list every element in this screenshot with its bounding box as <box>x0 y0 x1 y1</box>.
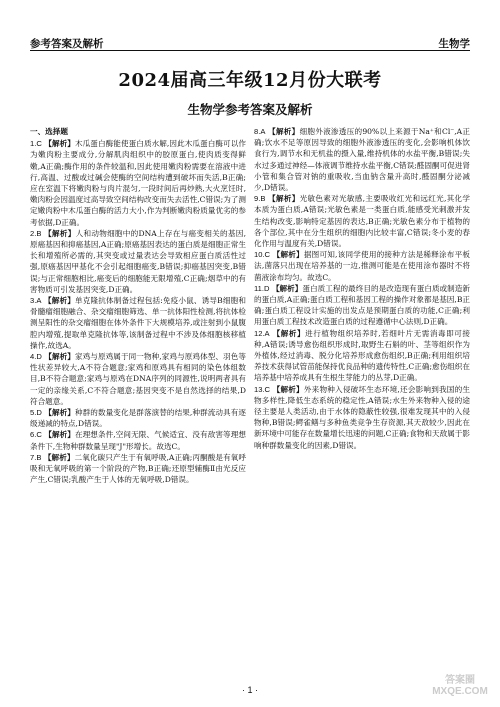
right-column <box>254 126 470 451</box>
answer-item <box>30 429 246 451</box>
answer-text: 种群的数量变化是群落演替的结果,种群流动具有逐级递减的特点,D错误。 <box>30 408 246 429</box>
answer-item <box>30 228 246 295</box>
page-number: · 1 · <box>241 685 258 695</box>
answer-item <box>254 126 470 193</box>
answer-text: 蛋白质工程的最终目的是改造现有蛋白质或制造新的蛋白质,A正确;蛋白质工程和基因工程的操作对象都是基因,B正确;蛋白质工程设计实施的出发点是预期蛋白质的功能,C正确;利用蛋白质工程技术改造蛋白质的过程遵循中心法则,D正确。 <box>254 283 471 327</box>
answer-number: 2.B <box>30 228 42 238</box>
answer-text: 单克隆抗体制备过程包括:免疫小鼠、诱导B细胞和骨髓瘤细胞融合、杂交瘤细胞筛选、单一抗体阳性检测,将抗体检测呈阳性的杂交瘤细胞在体外条件下大规模培养,或注射到小鼠腹腔内增殖,提取单克隆抗体等,该制备过程中不涉及体细胞核移植操作,故选A。 <box>30 296 247 350</box>
analysis-tag: 【解析】 <box>44 139 75 149</box>
header-right-label: 生物学 <box>438 38 470 50</box>
analysis-tag: 【解析】 <box>44 352 75 362</box>
analysis-tag: 【解析】 <box>44 228 76 238</box>
analysis-tag: 【解析】 <box>272 384 304 394</box>
answer-text: 二氧化碳只产生于有氧呼吸,A正确;丙酮酸是有氧呼吸和无氧呼吸的第一个阶段的产物,B正确;还原型辅酶Ⅱ由光反应产生,C错误;乳酸产生于人体的无氧呼吸,D错误。 <box>30 452 246 485</box>
page-header <box>30 30 470 51</box>
answer-text: 细胞外液渗透压的90%以上来源于Na⁺和Cl⁻,A正确;饮水不足等原因导致的细胞外液渗透压的变化,会影响机体饮食行为,调节水和无机盐的摄入量,维持机体的水盐平衡,B错误;失水过多通过神经—体液调节维持水盐平衡,C错误;醛固酮可促进肾小管和集合管对钠的重吸收,当血钠含量升高时,醛固酮分泌减少,D错误。 <box>254 127 471 193</box>
answer-number: 6.C <box>30 430 42 440</box>
document-title: 2024届高三年级12月份大联考 <box>118 70 382 91</box>
answer-item <box>254 249 470 283</box>
analysis-tag: 【解析】 <box>272 328 306 338</box>
answer-number: 7.B <box>30 452 42 462</box>
answer-item <box>30 295 246 351</box>
answer-number: 13.C <box>254 384 271 394</box>
answer-item <box>254 384 470 451</box>
analysis-tag: 【解析】 <box>43 296 75 306</box>
answer-item <box>254 283 470 328</box>
section-heading: 一、选择题 <box>30 127 68 136</box>
answer-item <box>254 328 470 384</box>
answer-text: 在理想条件,空间无限、气候适宜、没有敌害等理想条件下,生物种群数量呈现"J"形增长。故选C。 <box>30 430 246 451</box>
answer-text: 光敏色素对光敏感,主要吸收红光和远红光,其化学本质为蛋白质,A错误;光敏色素是一类蛋白质,能感受光刺激并发生结构改变,影响特定基因的表达,B正确;光敏色素分布于植物的各个部位,其中在分生组织的细胞内比较丰富,C错误;冬小麦的春化作用与温度有关,D错误。 <box>254 194 471 249</box>
answer-number: 11.D <box>254 283 270 293</box>
answer-number: 10.C <box>254 250 271 260</box>
analysis-tag: 【解析】 <box>268 194 300 204</box>
answer-item <box>30 407 246 429</box>
analysis-tag: 【解析】 <box>271 283 303 293</box>
answer-item <box>254 193 470 249</box>
answer-number: 9.B <box>254 194 266 204</box>
header-left-label: 参考答案及解析 <box>30 38 104 50</box>
watermark-logo: 答案圈 MXQE.COM <box>432 675 488 697</box>
document-subtitle: 生物学参考答案及解析 <box>187 102 313 117</box>
answer-number: 8.A <box>254 127 266 136</box>
analysis-tag: 【解析】 <box>44 430 75 440</box>
analysis-tag: 【解析】 <box>44 408 75 418</box>
answer-text: 人和动物细胞中的DNA上存在与癌变相关的基因,原癌基因和抑癌基因,A正确;原癌基因表达的蛋白质是细胞正常生长和增殖所必需的,其突变或过量表达会导致相应蛋白质活性过强,原癌基因甲基化不会引起细胞癌变,B错误;抑癌基因突变,B错误;与正常细胞相比,癌变后的细胞能无限增殖,C正确;烟草中的有害物质可引发基因突变,D正确。 <box>30 228 247 294</box>
answer-text: 外来物种入侵破坏生态环境,还会影响到我国的生物多样性,降低生态系统的稳定性,A错误;水生外来物种入侵的途径主要是人类活动,由于水体的隐蔽性较强,很难发现其中的入侵物种,B错误;鳄雀鳝与多种鱼类竞争生存资源,其天敌较少,因此在新环境中可能存在数量增长迅速的问题,C正确;食物和天敌属于影响种群数量变化的因素,D错误。 <box>254 384 470 450</box>
analysis-tag: 【解析】 <box>43 452 75 462</box>
answer-item <box>30 452 246 486</box>
answer-item <box>30 351 246 407</box>
answer-text: 据图可知,该同学使用的接种方法是稀释涂布平板法,菌落只出现在培养基的一边,推测可能是在使用涂布器时不将菌液涂布均匀。故选C。 <box>254 250 470 282</box>
answer-number: 12.A <box>254 328 270 338</box>
answer-number: 3.A <box>30 296 42 306</box>
left-column <box>30 126 246 486</box>
analysis-tag: 【解析】 <box>268 127 300 136</box>
answer-text: 木瓜蛋白酶能使蛋白质水解,因此木瓜蛋白酶可以作为嫩肉粉主要成分,分解肌肉组织中的胶原蛋白,使肉质变得鲜嫩,A正确;酶作用的条件较温和,因此使用嫩肉粉需要在溶液中进行,高温、过酸或过碱会使酶的空间结构遭到破坏而失活,B正确;应在室温下将嫩肉粉与肉片混匀,一段时间后再炒熟,大火烹饪时,嫩肉粉会因温度过高导致空间结构改变而失去活性,C错误;为了测定嫩肉粉中木瓜蛋白酶的活力大小,作为判断嫩肉粉质量优劣的参考依据,D正确。 <box>30 139 246 227</box>
answer-number: 4.D <box>30 352 42 362</box>
answer-number: 1.C <box>30 139 42 149</box>
answer-text: 家鸡与原鸡属于同一物种,家鸡与原鸡体型、羽色等性状差异较大,A不符合题意;家鸡和原鸡具有相同的染色体组数目,B不符合题意;家鸡与原鸡在DNA序列的同源性,说明两者具有一定的亲缘关系,C不符合题意;基因突变不是自然选择的结果,D符合题意。 <box>30 352 246 406</box>
analysis-tag: 【解析】 <box>272 250 304 260</box>
answer-item <box>30 138 246 228</box>
answer-text: 进行植物组织培养时,若细叶片无需消毒即可接种,A错误;诱导愈伤组织形成时,取野生石斛的叶、茎等组织作为外植体,经过消毒、脱分化培养形成愈伤组织,B正确;利用组织培养技术获得试管苗能保持优良品种的遗传特性,C正确;愈伤组织在培养基中培养成具有生根生芽能力的丛芽,D正确。 <box>254 328 470 383</box>
answer-number: 5.D <box>30 408 42 418</box>
